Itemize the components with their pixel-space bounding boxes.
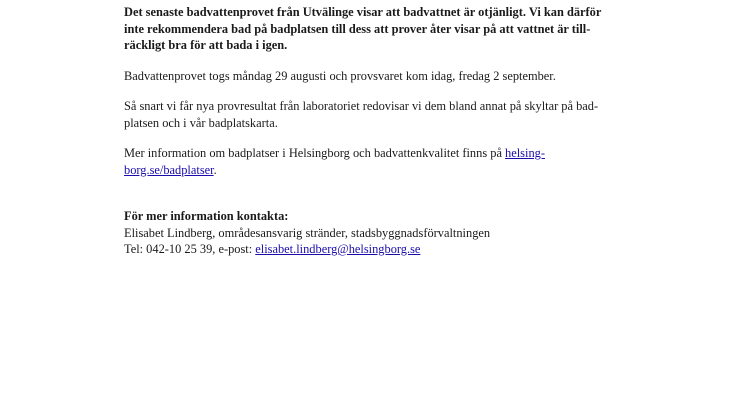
contact-email-link[interactable]: elisabet.lindberg@helsingborg.se [255,242,421,256]
contact-name: Elisabet Lindberg, områdesansvarig stränder, stadsbyggnadsförvaltningen [124,225,491,240]
document-body [124,4,644,258]
contact-block [124,208,644,258]
contact-heading: För mer information kontakta: [124,209,289,223]
results-line-1: Så snart vi får nya provresultat från laboratoriet redovisar vi dem bland annat på skyltar på bad- [124,99,599,113]
results-line-2: platsen och i vår badplatskarta. [124,115,278,130]
more-info-paragraph [124,145,644,178]
contact-details [124,241,644,258]
lead-line-3: räckligt bra för att bada i igen. [124,38,288,52]
results-paragraph [124,98,644,131]
sampling-date-paragraph: Badvattenprovet togs måndag 29 augusti och provsvaret kom idag, fredag 2 september. [124,68,556,83]
lead-line-2: inte rekommendera bad på badplatsen till dess att prover åter visar på att vattnet är till- [124,21,591,36]
badplatser-link-part-2[interactable]: borg.se/badplatser [124,162,214,177]
more-info-text: Mer information om badplatser i Helsingborg och badvattenkvalitet finns på [124,146,506,160]
lead-line-1: Det senaste badvattenprovet från Utvälinge visar att badvattnet är otjänligt. Vi kan därför [124,5,602,19]
contact-tel: Tel: 042-10 25 39, e-post: [124,242,256,256]
badplatser-link-part-1[interactable]: helsing- [505,146,545,160]
more-info-end: . [213,162,217,177]
lead-paragraph [124,4,644,54]
